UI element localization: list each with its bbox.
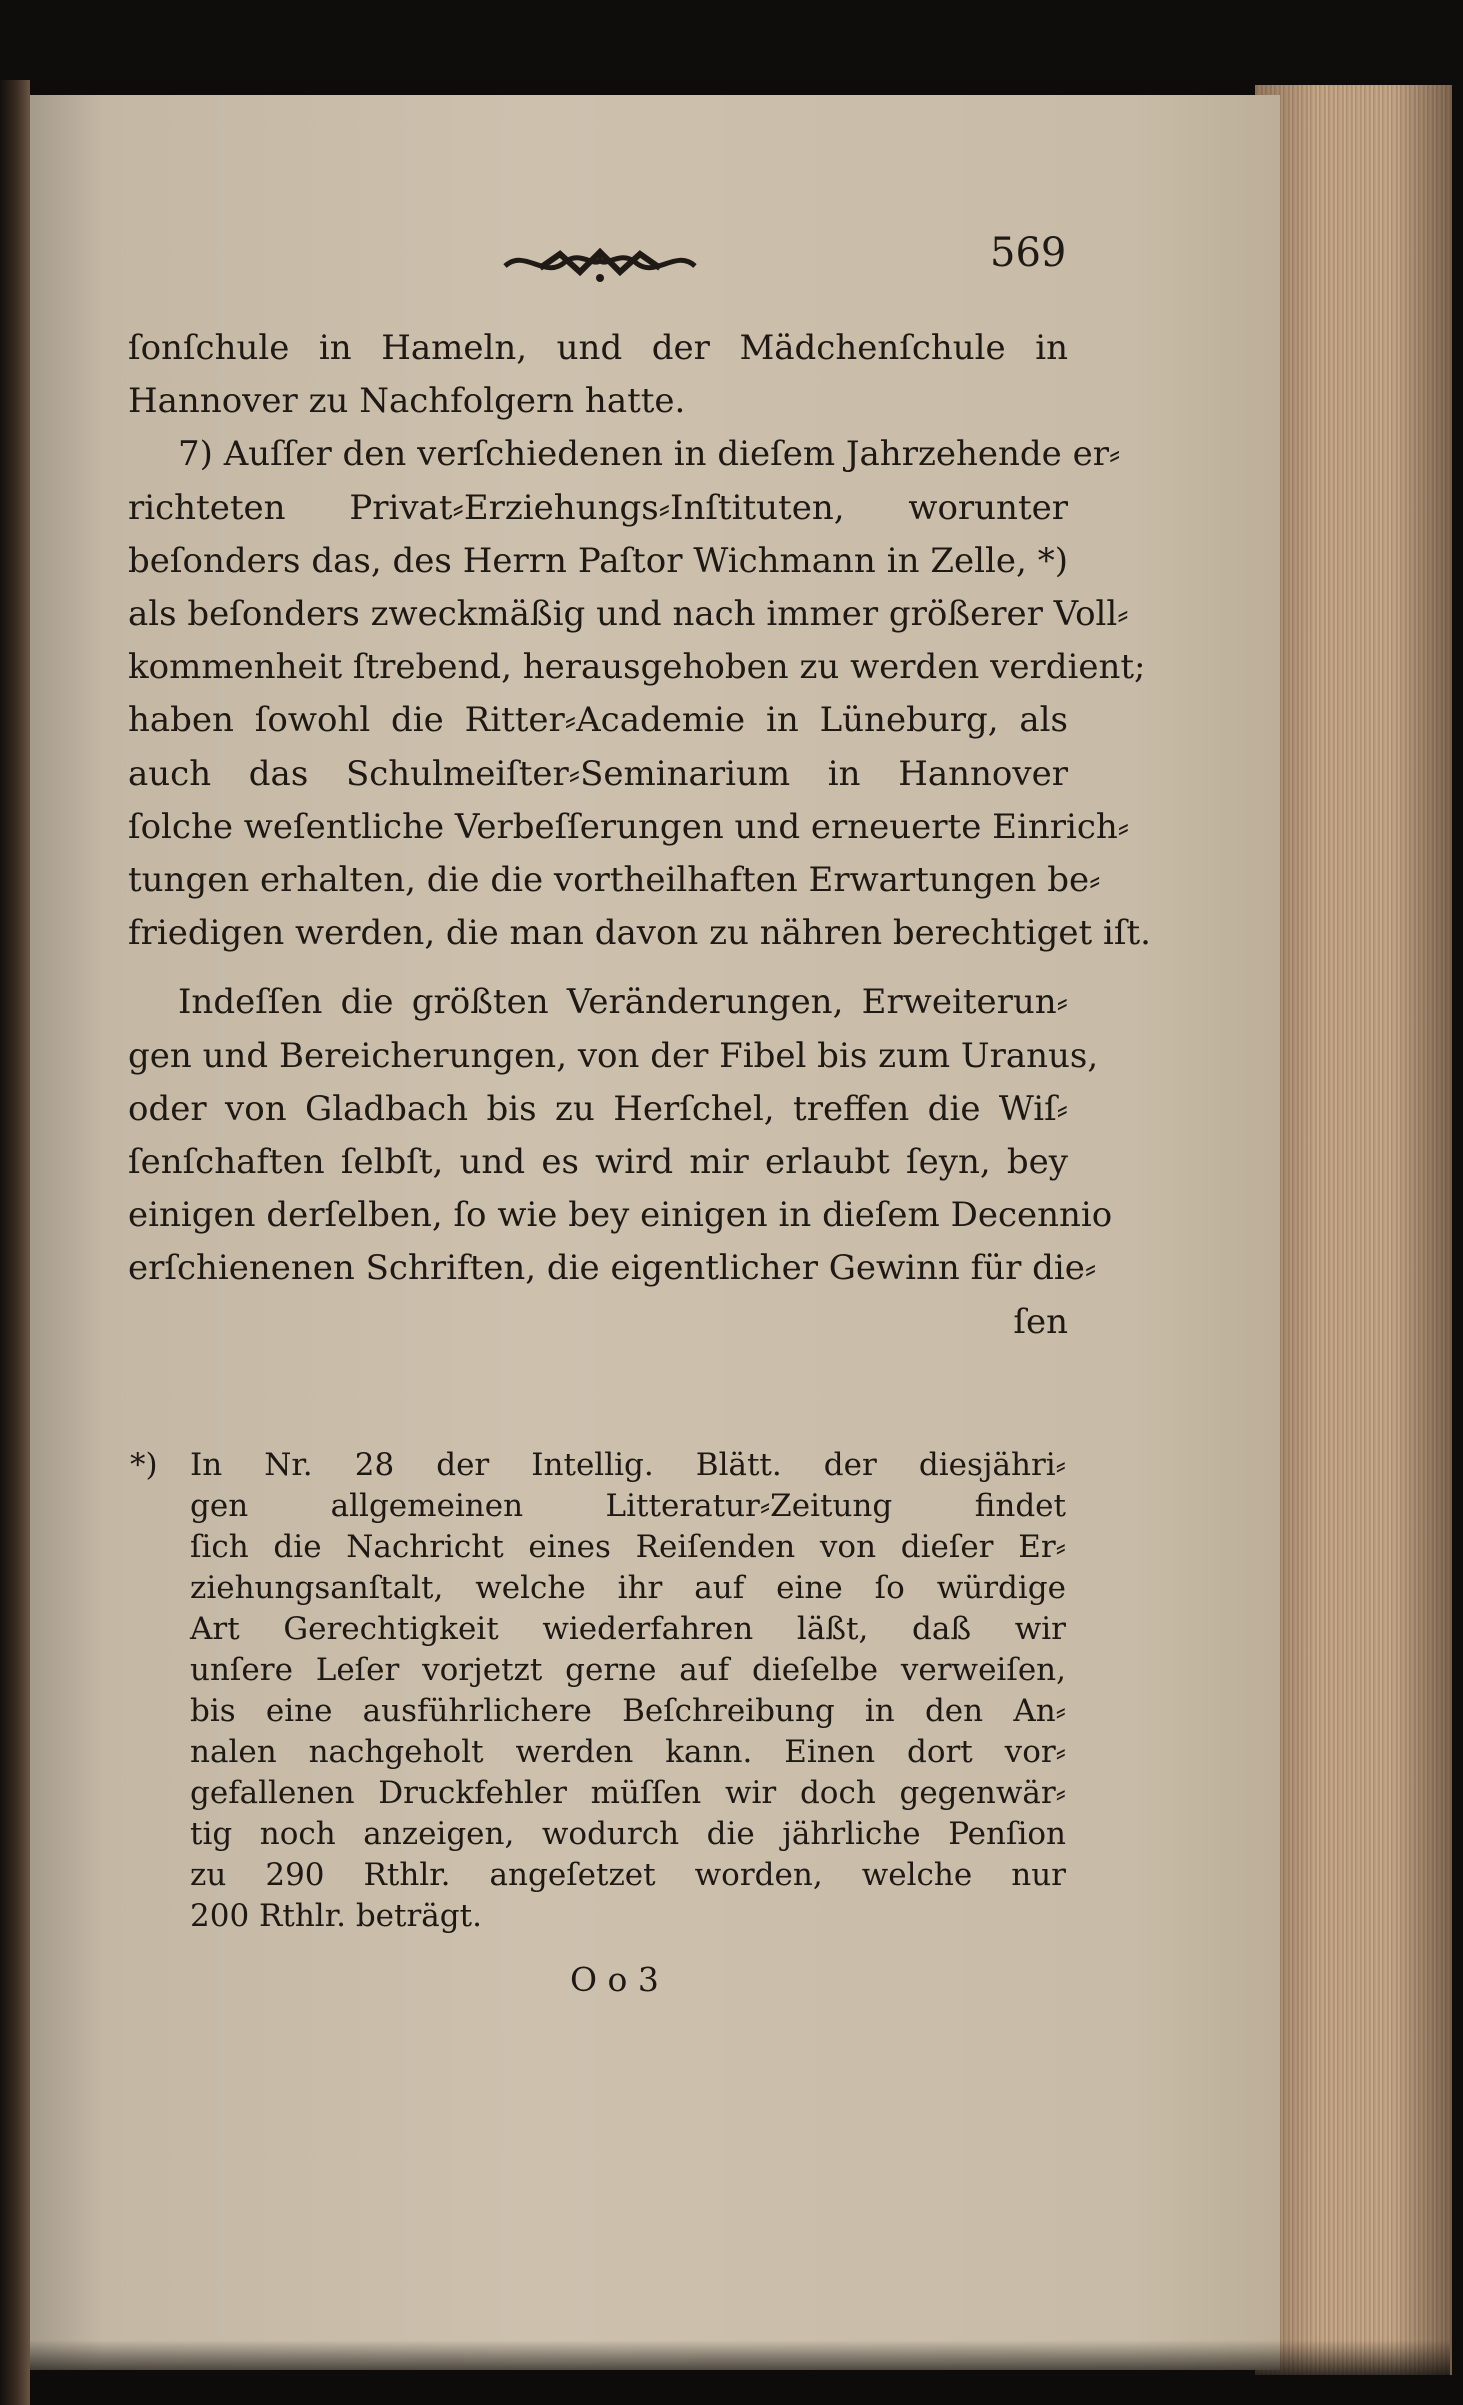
text-line: friedigen werden, die man davon zu nähren berechtiget iſt.: [128, 913, 1151, 954]
text-line: richteten Privat⸗Erziehungs⸗Inſtituten, worunter: [128, 487, 1068, 528]
footnote-line: 200 Rthlr. beträgt.: [190, 1898, 482, 1934]
text-line: gen und Bereicherungen, von der Fibel bis zum Uranus,: [128, 1035, 1099, 1076]
book-gutter: [0, 80, 30, 2405]
text-line: kommenheit ſtrebend, herausgehoben zu werden verdient;: [128, 647, 1146, 688]
text-line: einigen derſelben, ſo wie bey einigen in dieſem Decennio: [128, 1195, 1113, 1236]
footnote-line: ziehungsanſtalt, welche ihr auf eine ſo würdige: [190, 1570, 1066, 1606]
text-line: Hannover zu Nachfolgern hatte.: [128, 381, 686, 422]
footnote-line: gen allgemeinen Litteratur⸗Zeitung findet: [190, 1488, 1066, 1524]
footnote-line: nalen nachgeholt werden kann. Einen dort vor⸗: [190, 1734, 1066, 1770]
footnote-line: zu 290 Rthlr. angeſetzet worden, welche nur: [190, 1857, 1066, 1893]
text-line: ſonſchule in Hameln, und der Mädchenſchule in: [128, 328, 1068, 368]
text-line: 7) Auſſer den verſchiedenen in dieſem Jahrzehende er⸗: [178, 434, 1121, 475]
signature-mark: O o 3: [570, 1960, 659, 1999]
catchword: ſen: [1013, 1301, 1068, 1342]
main-text: [128, 322, 1151, 1349]
text-line: oder von Gladbach bis zu Herſchel, treffen die Wiſ⸗: [128, 1088, 1068, 1129]
text-line: haben ſowohl die Ritter⸗Academie in Lüneburg, als: [128, 700, 1068, 741]
text-line: Indeſſen die größten Veränderungen, Erweiterun⸗: [178, 982, 1068, 1023]
decorative-vignette-icon: [500, 238, 700, 288]
text-line: beſonders das, des Herrn Paſtor Wichmann in Zelle, *): [128, 540, 1068, 581]
page-number: 569: [990, 230, 1067, 276]
footnote-line: unſere Leſer vorjetzt gerne auf dieſelbe verweiſen,: [190, 1652, 1066, 1688]
text-line: auch das Schulmeiſter⸗Seminarium in Hannover: [128, 753, 1068, 794]
footnote-marker: *): [130, 1447, 158, 1483]
footnote-line: Art Gerechtigkeit wiederfahren läßt, daß wir: [190, 1611, 1066, 1647]
scan-background-bottom: [30, 2340, 1450, 2405]
footnote-line: ſich die Nachricht eines Reiſenden von dieſer Er⸗: [190, 1529, 1066, 1565]
text-line: ſenſchaften ſelbſt, und es wird mir erlaubt ſeyn, bey: [128, 1142, 1068, 1183]
page-edges: [1255, 85, 1452, 2375]
text-line: ſolche weſentliche Verbeſſerungen und erneuerte Einrich⸗: [128, 806, 1130, 847]
footnote-line: In Nr. 28 der Intellig. Blätt. der diesjähri⸗: [190, 1447, 1066, 1483]
footnote-line: tig noch anzeigen, wodurch die jährliche Penſion: [190, 1816, 1066, 1852]
text-line: tungen erhalten, die die vortheilhaften Erwartungen be⸗: [128, 860, 1101, 901]
text-line: als beſonders zweckmäßig und nach immer größerer Voll⸗: [128, 594, 1129, 635]
scan-background-top: [0, 0, 1463, 80]
footnote-line: bis eine ausführlichere Beſchreibung in den An⸗: [190, 1693, 1066, 1729]
footnote-line: gefallenen Druckfehler müſſen wir doch gegenwär⸗: [190, 1775, 1066, 1811]
text-line: erſchienenen Schriften, die eigentlicher Gewinn für die⸗: [128, 1248, 1097, 1289]
footnote: [130, 1445, 1066, 1937]
